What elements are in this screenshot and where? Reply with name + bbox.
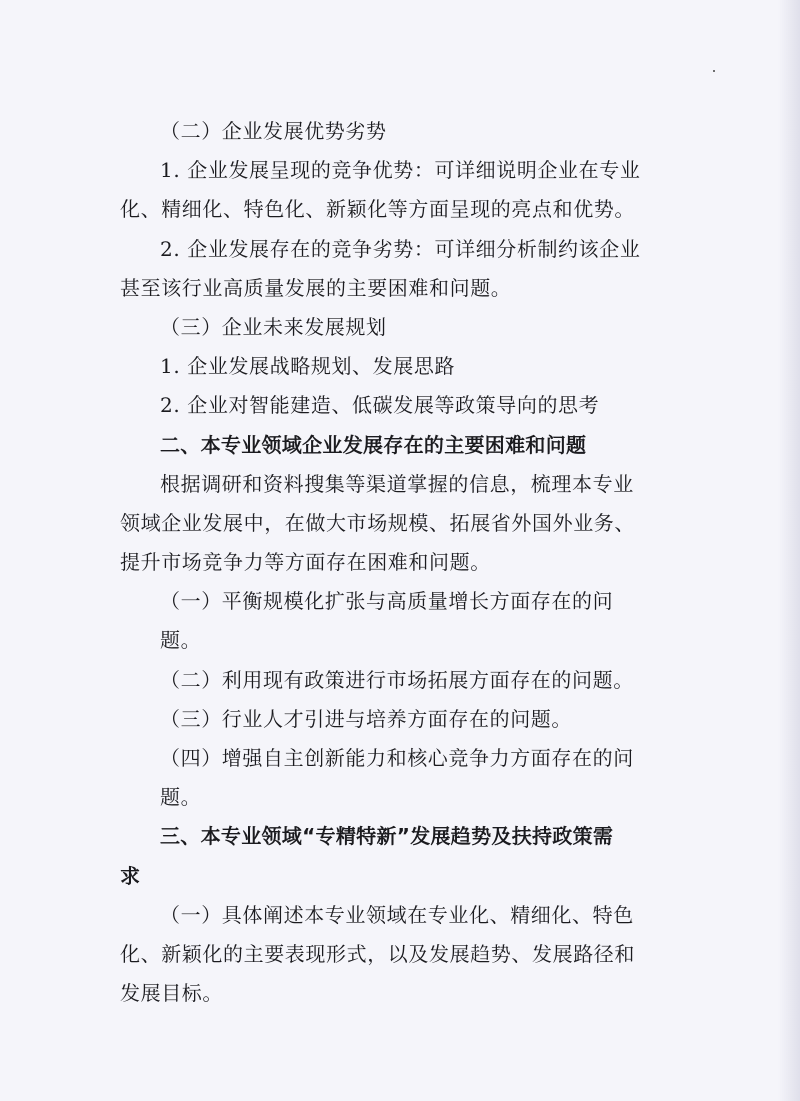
paragraph-line: 根据调研和资料搜集等渠道掌握的信息，梳理本专业 — [160, 471, 634, 496]
list-item: 1. 企业发展战略规划、发展思路 — [160, 354, 456, 379]
section-heading-advantages: （二）企业发展优势劣势 — [160, 119, 387, 143]
list-item: （四）增强自主创新能力和核心竞争力方面存在的问 — [160, 746, 634, 770]
scan-speck — [713, 70, 715, 72]
list-item: 2. 企业对智能建造、低碳发展等政策导向的思考 — [160, 393, 600, 418]
paragraph-line: 领域企业发展中，在做大市场规模、拓展省外国外业务、 — [120, 510, 635, 535]
paragraph-line: 化、新颖化的主要表现形式，以及发展趋势、发展路径和 — [120, 941, 635, 966]
chapter-heading-difficulties: 二、本专业领域企业发展存在的主要困难和问题 — [160, 432, 587, 457]
list-item: （一）平衡规模化扩张与高质量增长方面存在的问 — [160, 589, 614, 614]
paragraph-line: 提升市场竞争力等方面存在困难和问题。 — [120, 550, 491, 575]
paragraph-line: 发展目标。 — [120, 981, 223, 1006]
list-item-continuation: 题。 — [160, 628, 202, 653]
paragraph-line: 甚至该行业高质量发展的主要困难和问题。 — [120, 275, 512, 300]
list-item-continuation: 题。 — [160, 785, 202, 810]
document-body — [120, 112, 641, 1013]
chapter-heading-trends: 三、本专业领域“专精特新”发展趋势及扶持政策需 — [160, 824, 614, 849]
section-heading-future-plan: （三）企业未来发展规划 — [160, 314, 387, 339]
list-item: （二）利用现有政策进行市场拓展方面存在的问题。 — [160, 667, 634, 692]
paragraph-line: （一）具体阐述本专业领域在专业化、精细化、特色 — [160, 902, 634, 927]
paragraph-line: 化、精细化、特色化、新颖化等方面呈现的亮点和优势。 — [120, 197, 635, 222]
chapter-heading-continuation: 求 — [120, 863, 141, 888]
paragraph-line: 2. 企业发展存在的竞争劣势：可详细分析制约该企业 — [160, 236, 641, 261]
list-item: （三）行业人才引进与培养方面存在的问题。 — [160, 706, 572, 731]
paragraph-line: 1. 企业发展呈现的竞争优势：可详细说明企业在专业 — [160, 158, 641, 183]
page-edge-shadow — [778, 0, 800, 1101]
